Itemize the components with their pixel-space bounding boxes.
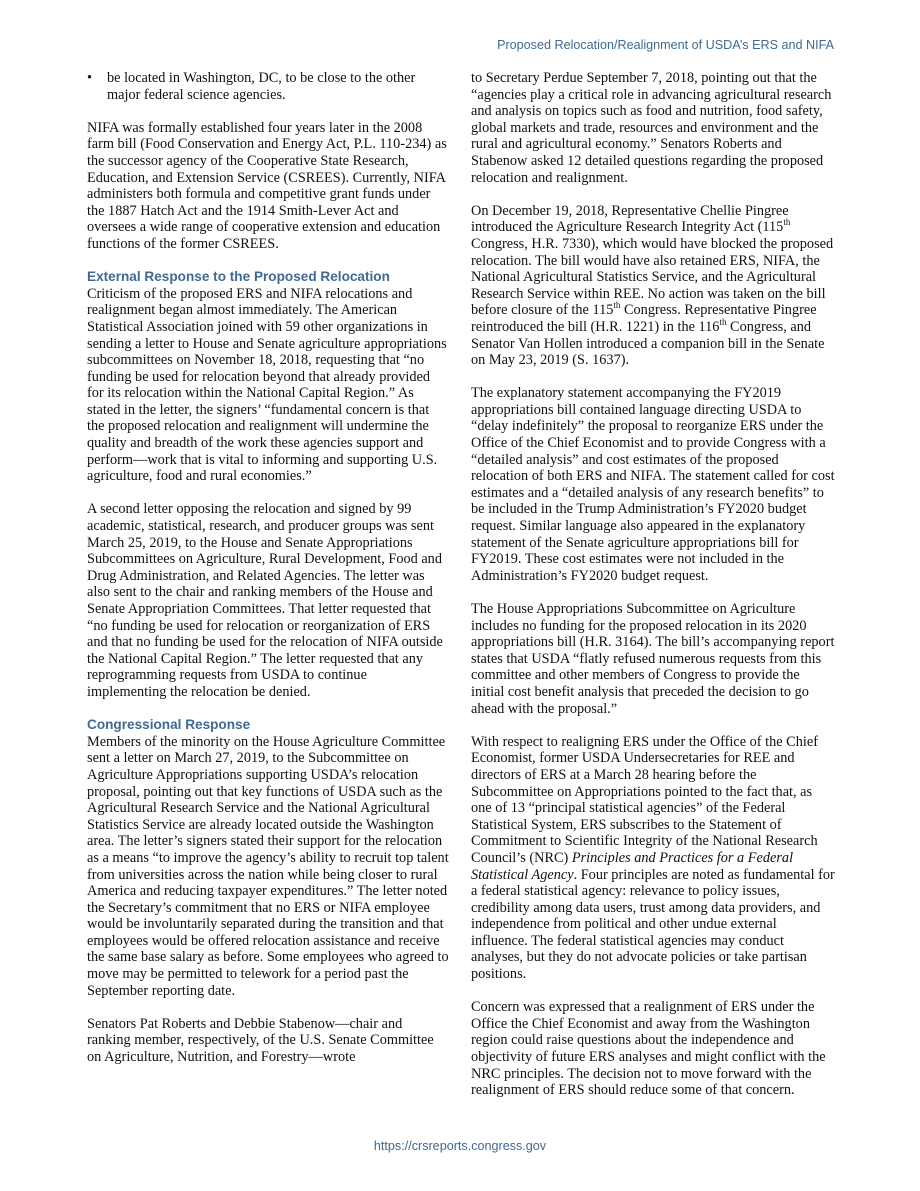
bullet-icon: • [87,70,93,86]
right-paragraph-1: to Secretary Perdue September 7, 2018, pointing out that the “agencies play a critical role in advancing agricultural research and analysis on topics such as food and nutrition, food safety, global markets and trade, resources and environment and the rural and agricultural economy.” Senators Roberts and Stabenow asked 12 detailed questions regarding the proposed relocation and realignment. [471,70,832,186]
bullet-text: be located in Washington, DC, to be close to the other major federal science agencies. [107,70,416,103]
external-response-heading: External Response to the Proposed Relocation [87,269,390,285]
congress-paragraph-1: Members of the minority on the House Agriculture Committee sent a letter on March 27, 2019, to the Subcommittee on Agriculture Appropriations supporting USDA’s relocation proposal, pointing out that key functions of USDA such as the Agricultural Research Service and the National Agricultural Statistics Service are already located outside the Washington area. The letter’s signers stated their support for the relocation as a means “to improve the agency’s ability to recruit top talent from universities across the nation while being closer to rural America and reducing taxpayer expenditures.” The letter noted the Secretary’s commitment that no ERS or NIFA employee would be involuntarily separated during the transition and that employees would be offered relocation assistance and receive the same base salary as before. Some employees who agreed to move may be permitted to telework for a period past the September reporting date. [87,733,449,999]
right-paragraph-3: The explanatory statement accompanying the FY2019 appropriations bill contained language directing USDA to “delay indefinitely” the proposal to reorganize ERS under the Office of the Chief Economist and to provide Congress with a “detailed analysis” and cost estimates of the proposed relocation of both ERS and NIFA. The statement called for cost estimates and a “detailed analysis of any research benefits” to be included in the Trump Administration’s FY2020 budget request. Similar language also appeared in the explanatory statement of the Senate agriculture appropriations bill for FY2019. These cost estimates were not included in the Administration’s FY2020 budget request. [471,385,835,584]
congress-paragraph-2: Senators Pat Roberts and Debbie Stabenow—chair and ranking member, respectively, of the U.S. Senate Committee on Agriculture, Nutrition, and Forestry—wrote [87,1015,434,1066]
p2-sup-3: th [719,317,727,328]
p2-sup-2: th [613,300,621,311]
right-column [471,70,835,1115]
running-header-title: Proposed Relocation/Realignment of USDA’s ERS and NIFA [497,38,834,52]
footer-url-link[interactable]: https://crsreports.congress.gov [373,1139,547,1153]
p2-text-a: On December 19, 2018, Representative Chellie Pingree introduced the Agriculture Research Integrity Act (115 [471,202,789,236]
right-paragraph-4: The House Appropriations Subcommittee on Agriculture includes no funding for the proposed relocation in its 2020 appropriations bill (H.R. 3164). The bill’s accompanying report states that USDA “flatly refused numerous requests from this committee and other members of Congress to provide the initial cost benefit analysis that preceded the decision to go ahead with the proposal.” [471,601,835,717]
nifa-paragraph: NIFA was formally established four years later in the 2008 farm bill (Food Conservation and Energy Act, P.L. 110-234) as the successor agency of the Cooperative State Research, Education, and Extension Service (CSREES). Currently, NIFA administers both formula and competitive grant funds under the 1887 Hatch Act and the 1914 Smith-Lever Act and oversees a wide range of cooperative extension and education functions of the former CSREES. [87,119,447,252]
external-paragraph-2: A second letter opposing the relocation and signed by 99 academic, statistical, research, and producer groups was sent March 25, 2019, to the House and Senate Appropriations Subcommittees on Agriculture, Rural Development, Food and Drug Administration, and Related Agencies. The letter was also sent to the chair and ranking members of the House and Senate Appropriation Committees. That letter requested that “no funding be used for relocation or reorganization of ERS and that no funding be used for the relocation of NIFA outside the National Capital Region.” The letter requested that any reprogramming requests from USDA to continue implementing the relocation be denied. [87,501,443,700]
p2-text-b: Congress, H.R. 7330), which would have blocked the proposed relocation. The bill would have also retained ERS, NIFA, the National Agricultural Statistics Service, and the Agricultural Research Service within REE. No action was taken on the bill before closure of the 115 [471,235,834,319]
right-paragraph-2 [471,203,835,369]
right-paragraph-5 [471,734,835,983]
right-paragraph-6: Concern was expressed that a realignment of ERS under the Office the Chief Economist and away from the Washington region could raise questions about the independence and objectivity of future ERS analyses and might conflict with the NRC principles. The decision not to move forward with the realignment of ERS should reduce some of that concern. [471,999,826,1099]
bullet-item [87,70,449,103]
p2-text-c: Congress. Representative Pingree reintroduced the bill (H.R. 1221) in the 116 [471,302,817,335]
p2-text-d: Congress, and Senator Van Hollen introduced a companion bill in the Senate on May 23, 2019 (S. 1637). [471,318,825,369]
p5-text-b: . Four principles are noted as fundamental for a federal statistical agency: relevance to policy issues, credibility among data users, trust among data providers, and independence from political and other undue external influence. The federal statistical agencies may conduct analyses, but they do not advocate policies or take partisan positions. [471,866,835,983]
left-column [87,70,449,1082]
p5-text-a: With respect to realigning ERS under the Office of the Chief Economist, former USDA Undersecretaries for REE and directors of ERS at a March 28 hearing before the Subcommittee on Appropriations pointed to the fact that, as one of 13 “principal statistical agencies” of the Federal Statistical System, ERS subscribes to the Statement of Commitment to Scientific Integrity of the National Research Council’s (NRC) [471,733,818,866]
congressional-response-heading: Congressional Response [87,717,251,733]
p2-sup-1: th [783,217,791,228]
external-paragraph-1: Criticism of the proposed ERS and NIFA relocations and realignment began almost immediately. The American Statistical Association joined with 59 other organizations in sending a letter to House and Senate agriculture appropriations subcommittees on November 18, 2018, requesting that “no funding be used for relocation beyond that already provided for its relocation within the National Capital Region.” As stated in the letter, the signers’ “fundamental concern is that the proposed relocation and realignment will undermine the quality and breadth of the work these agencies support and perform—work that is vital to informing and supporting U.S. agriculture, food and rural economies.” [87,285,447,485]
p5-italic-title: Principles and Practices for a Federal Statistical Agency [471,849,794,883]
